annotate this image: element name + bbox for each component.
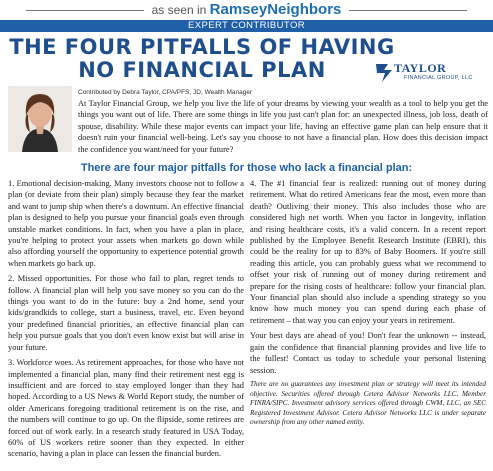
publication-brand: RamseyNeighbors: [209, 1, 342, 18]
section-label: EXPERT CONTRIBUTOR: [188, 20, 305, 31]
left-column: [8, 178, 244, 464]
legal-disclaimer: There are no guarantees any investment plan or strategy will meet its intended objective. Securities offered through Cetera Advisor Networks LLC, Member FINRA/SIPC. Investment advisory services offered through CWM, LLC, an SEC Registered Investment Advisor. Cetera Advisor Networks LLC is under separate ownership from any other named entity.: [250, 379, 486, 427]
pitfall-paragraph-2: 2. Missed opportunities. For those who fail to plan, regret tends to follow. A financial plan will help you save money so you can do the things you want to do in the future: buy a 2nd home, send your kids/grandkids to college, start a business, travel, etc. Even beyond your predefined financial priorities, an effective financial plan can help you pursue goals that you don't even know exist but will arise in your future.: [8, 274, 244, 352]
intro-paragraph: At Taylor Financial Group, we help you live the life of your dreams by viewing your wealth as a tool to help you get the things you want out of life. There are some things in life you just can't plan for: an unexpected illness, job loss, death of spouse, disability. While these major events can impact your life, having an effective game plan can help ensure that it doesn't ruin your financial well-being. Let's say you choose to not have a financial plan. How does this decision impact the confidence you want/need for your future?: [78, 99, 488, 154]
as-seen-in-label: as seen in: [151, 3, 207, 17]
section-subheading: There are four major pitfalls for those who lack a financial plan:: [80, 162, 413, 174]
pitfall-paragraph-1: 1. Emotional decision-making. Many investors choose not to follow a plan (or deviate from their plan) simply because they fear the market and want to jump ship when there's a downturn. An effective financial plan is designed to help you pursue your financial goals even through unstable market conditions. In fact, when you have a plan in place, you're helping to protect your assets when markets go down while also affording yourself the opportunity to experience potential growth when markets go back up.: [8, 179, 244, 268]
author-photo: [8, 86, 72, 152]
article-byline: Contributed by Debra Taylor, CPA/PFS, JD, Wealth Manager: [78, 89, 253, 96]
logo-subtitle: FINANCIAL GROUP, LLC: [404, 75, 473, 81]
article-title: [0, 36, 404, 82]
banner-rule-right: [349, 10, 467, 11]
as-seen-in-banner: [0, 0, 493, 20]
closing-paragraph: Your best days are ahead of you! Don't fear the unknown -- instead, gain the confidence that financial planning provides and live life to the fullest! Contact us today to schedule your personal listening session.: [250, 331, 486, 375]
logo-name: TAYLOR: [394, 61, 447, 75]
section-label-bar: [0, 20, 493, 32]
right-column: [250, 178, 486, 432]
title-line-1: THE FOUR PITFALLS OF HAVING: [9, 35, 395, 59]
title-line-2: NO FINANCIAL PLAN: [78, 58, 326, 82]
pitfall-paragraph-4: 4. The #1 financial fear is realized: running out of money during retirement. What do retired Americans fear the most, even more than death? Outliving their money. This also includes those who are considered high net worth. When you factor in longevity, inflation and rising healthcare costs, it's a valid concern. In a recent report published by the Employee Benefit Research Institute (EBRI), this could be the reality for up to 83% of Baby Boomers. If you're still reading this article, you can probably guess what we recommend to offset your risk of running out of money during retirement and prepare for the rising costs of healthcare: follow your financial plan. Your financial plan should also include a spending strategy so you know how much money you can spend during each phase of retirement – that way you can enjoy your years in retirement.: [250, 179, 486, 325]
banner-rule-left: [26, 10, 144, 11]
pitfall-paragraph-3: 3. Workforce woes. As retirement approaches, for those who have not implemented a financial plan, many find their retirement nest egg is insufficient and are forced to stay employed longer than they had hoped. According to a US News & World Report study, the number of older Americans foregoing traditional retirement is on the rise, and the numbers will continue to go up. On the flipside, some retirees are forced out of work early. In a research study featured in USA Today, 60% of US workers retire sooner than they expected. In either scenario, having a plan in place can lessen the financial burden.: [8, 358, 244, 459]
